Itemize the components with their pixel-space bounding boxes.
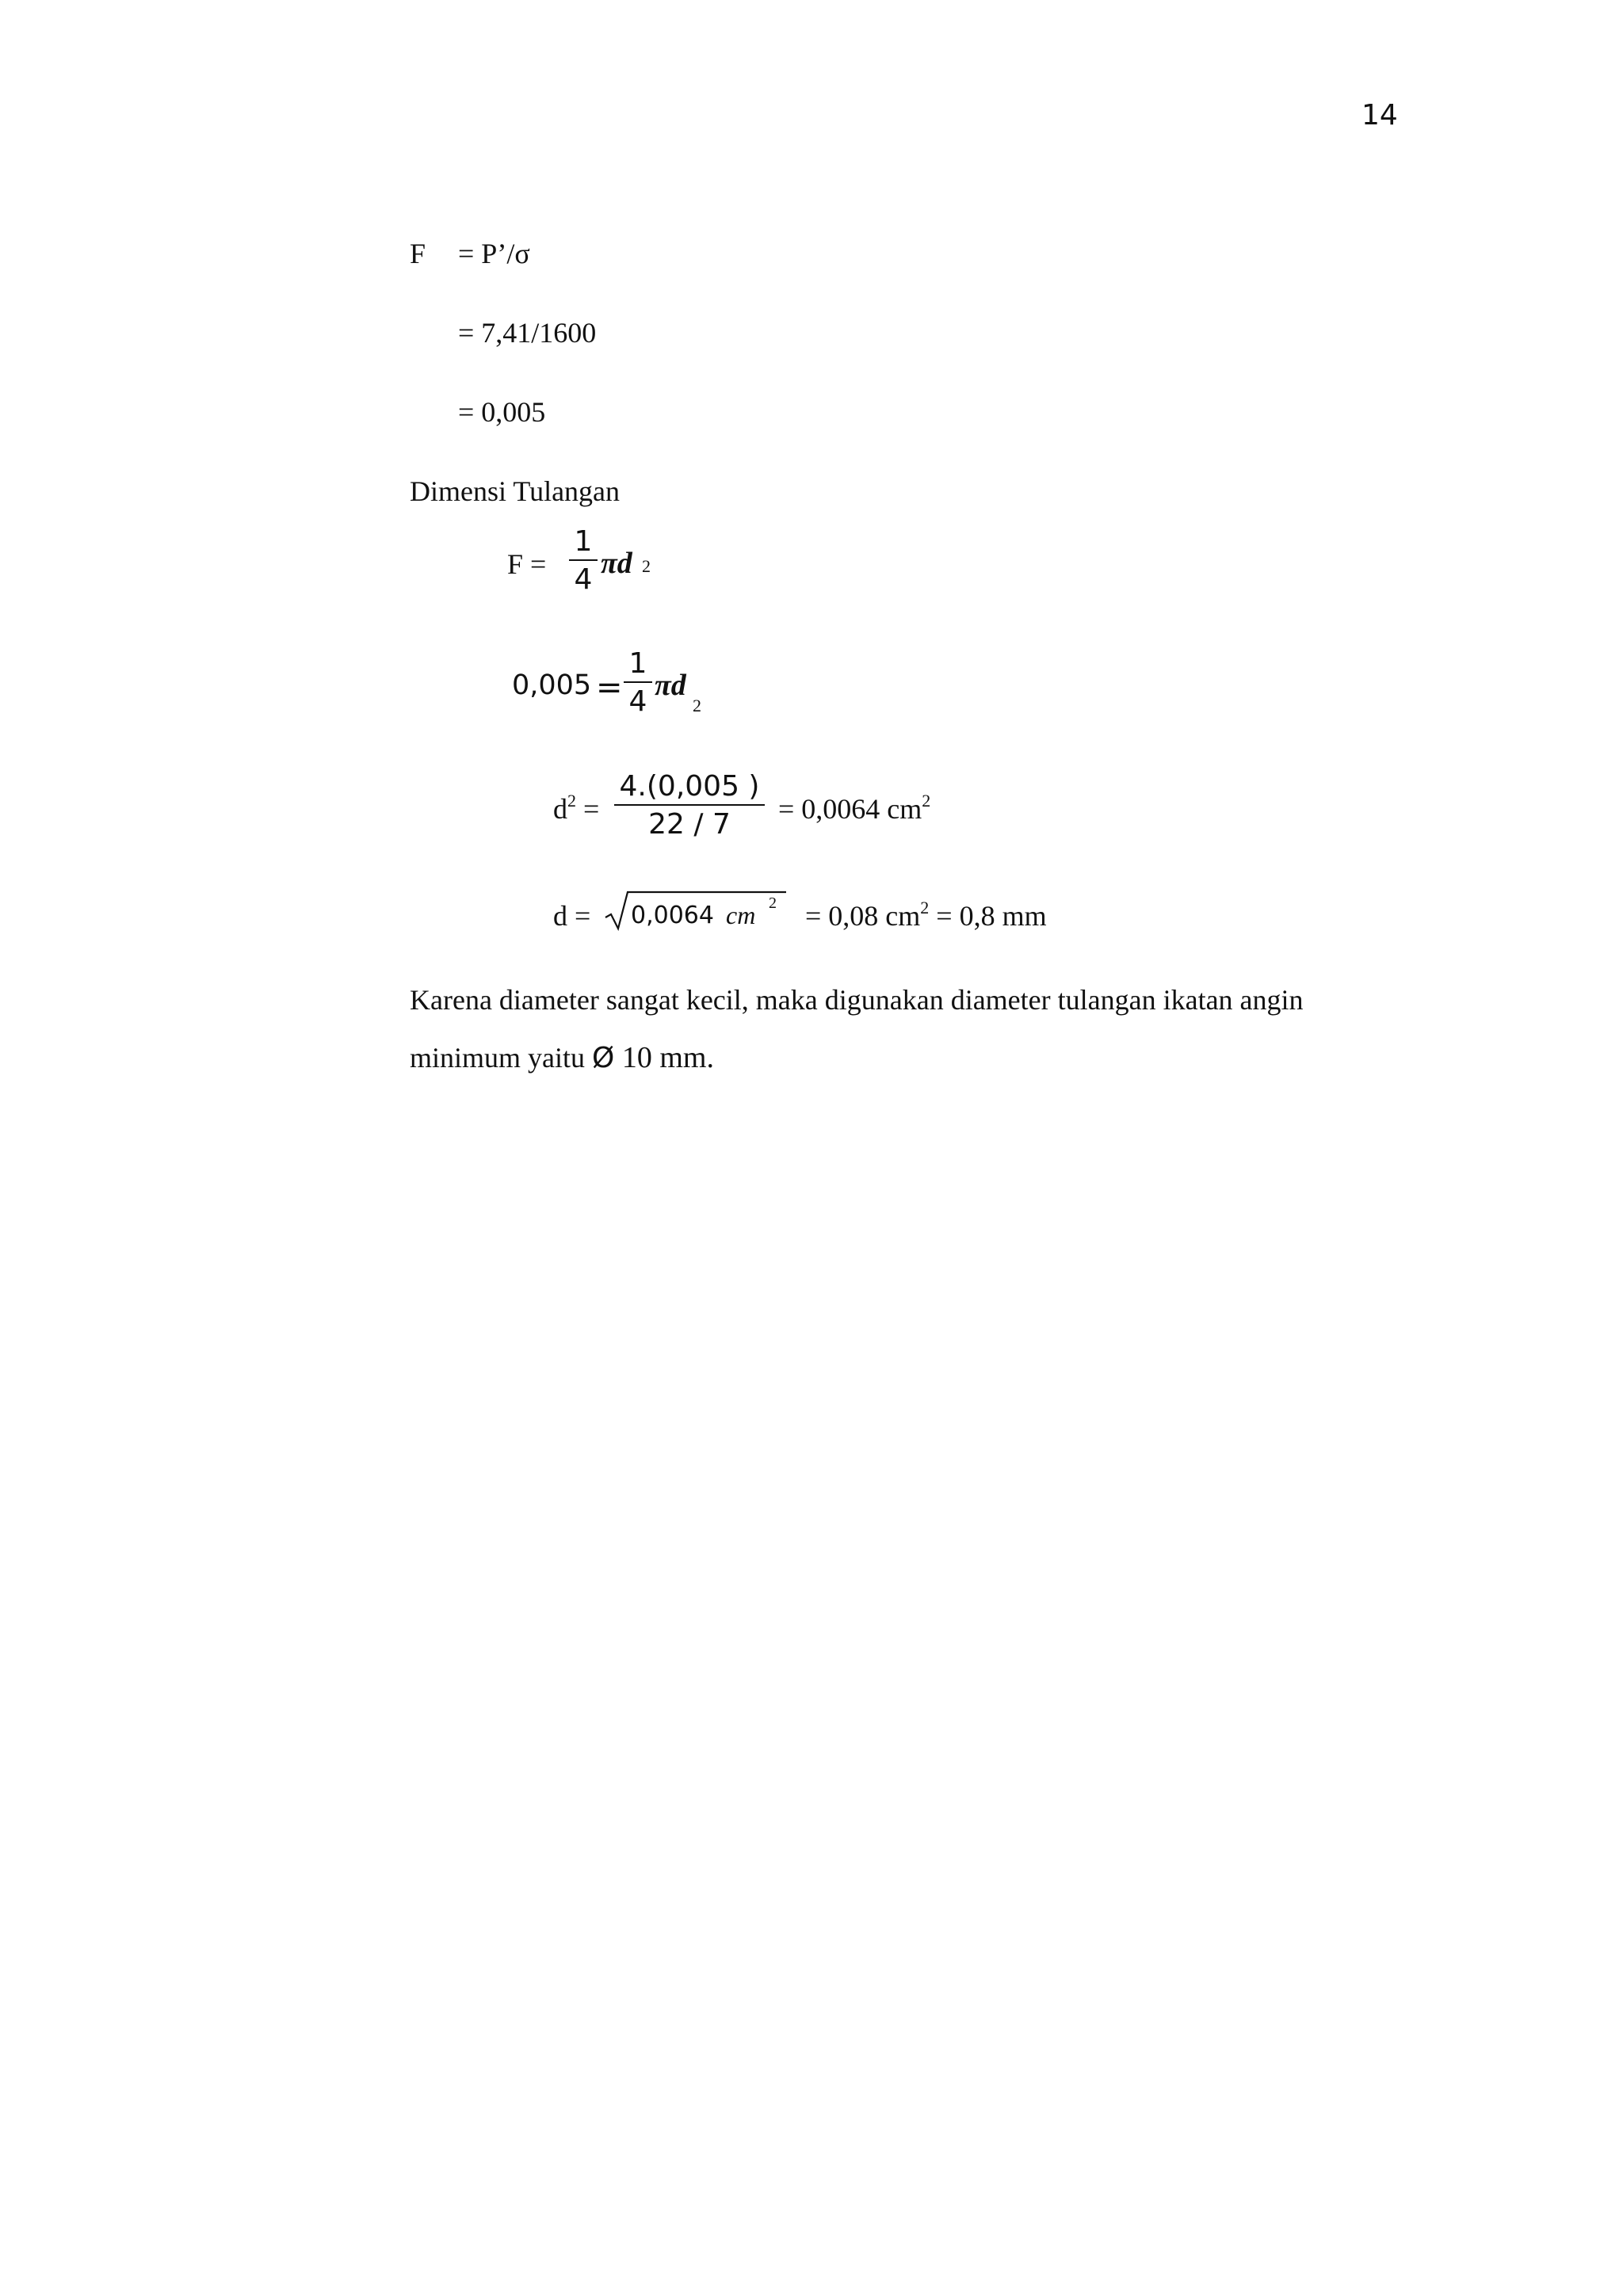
eq2-denominator: 4	[628, 685, 647, 718]
diameter-symbol: Ø	[592, 1042, 615, 1074]
conclusion-line-2-text: minimum yaitu	[410, 1042, 592, 1074]
eq3-fraction	[614, 772, 765, 839]
eq2-pi-d: πd	[655, 669, 686, 702]
eq1-fraction-bar	[569, 559, 598, 561]
eq3-lhs-equals: =	[583, 793, 600, 825]
eq4-rhs1: = 0,08 cm	[805, 900, 921, 932]
eq2-fraction-bar	[624, 681, 652, 683]
eq4-rhs2: = 0,8 mm	[936, 900, 1047, 932]
eq1-numerator: 1	[574, 525, 593, 558]
eq1-denominator: 4	[574, 563, 593, 596]
eq3-var-exponent: 2	[567, 791, 576, 810]
eq4-lhs: d =	[553, 900, 591, 932]
eq2-numerator: 1	[628, 647, 647, 680]
eq4-radicand-unit: cm	[726, 901, 756, 929]
eq2-fraction	[624, 647, 652, 718]
f-label: F	[410, 238, 426, 269]
eq1-pi-d: πd	[601, 547, 632, 580]
conclusion-line-1: Karena diameter sangat kecil, maka digunakan diameter tulangan ikatan angin	[410, 984, 1304, 1016]
eq2-exponent: 2	[693, 696, 701, 715]
eq3-rhs	[778, 791, 931, 825]
eq3-var: d	[553, 793, 567, 825]
section-heading: Dimensi Tulangan	[410, 475, 621, 507]
eq4-rhs	[805, 898, 1047, 932]
eq3-lhs	[553, 791, 600, 825]
eq1-fraction	[569, 525, 598, 596]
eq1-exponent: 2	[642, 556, 651, 576]
f-equation-line-1: = P’/σ	[458, 238, 530, 269]
eq3-fraction-bar	[614, 804, 765, 806]
eq2-equals: =	[596, 669, 623, 706]
conclusion-line-2	[410, 1043, 714, 1073]
eq1-lhs: F =	[507, 548, 547, 580]
eq4-rhs1-exponent: 2	[920, 898, 930, 917]
f-equation-line-2: = 7,41/1600	[458, 317, 597, 349]
eq2-lhs: 0,005	[512, 669, 592, 701]
eq4-radicand-exponent: 2	[769, 894, 777, 912]
page-number: 14	[1361, 99, 1398, 132]
eq3-denominator: 22 / 7	[648, 808, 731, 841]
f-equation-line-3: = 0,005	[458, 396, 546, 428]
conclusion-line-2-value: 10 mm.	[614, 1041, 714, 1074]
eq3-numerator: 4.(0,005 )	[619, 770, 760, 803]
eq3-rhs-value: = 0,0064 cm	[778, 793, 922, 825]
eq4-radicand: 0,0064	[631, 902, 714, 929]
eq3-rhs-exponent: 2	[922, 791, 931, 810]
